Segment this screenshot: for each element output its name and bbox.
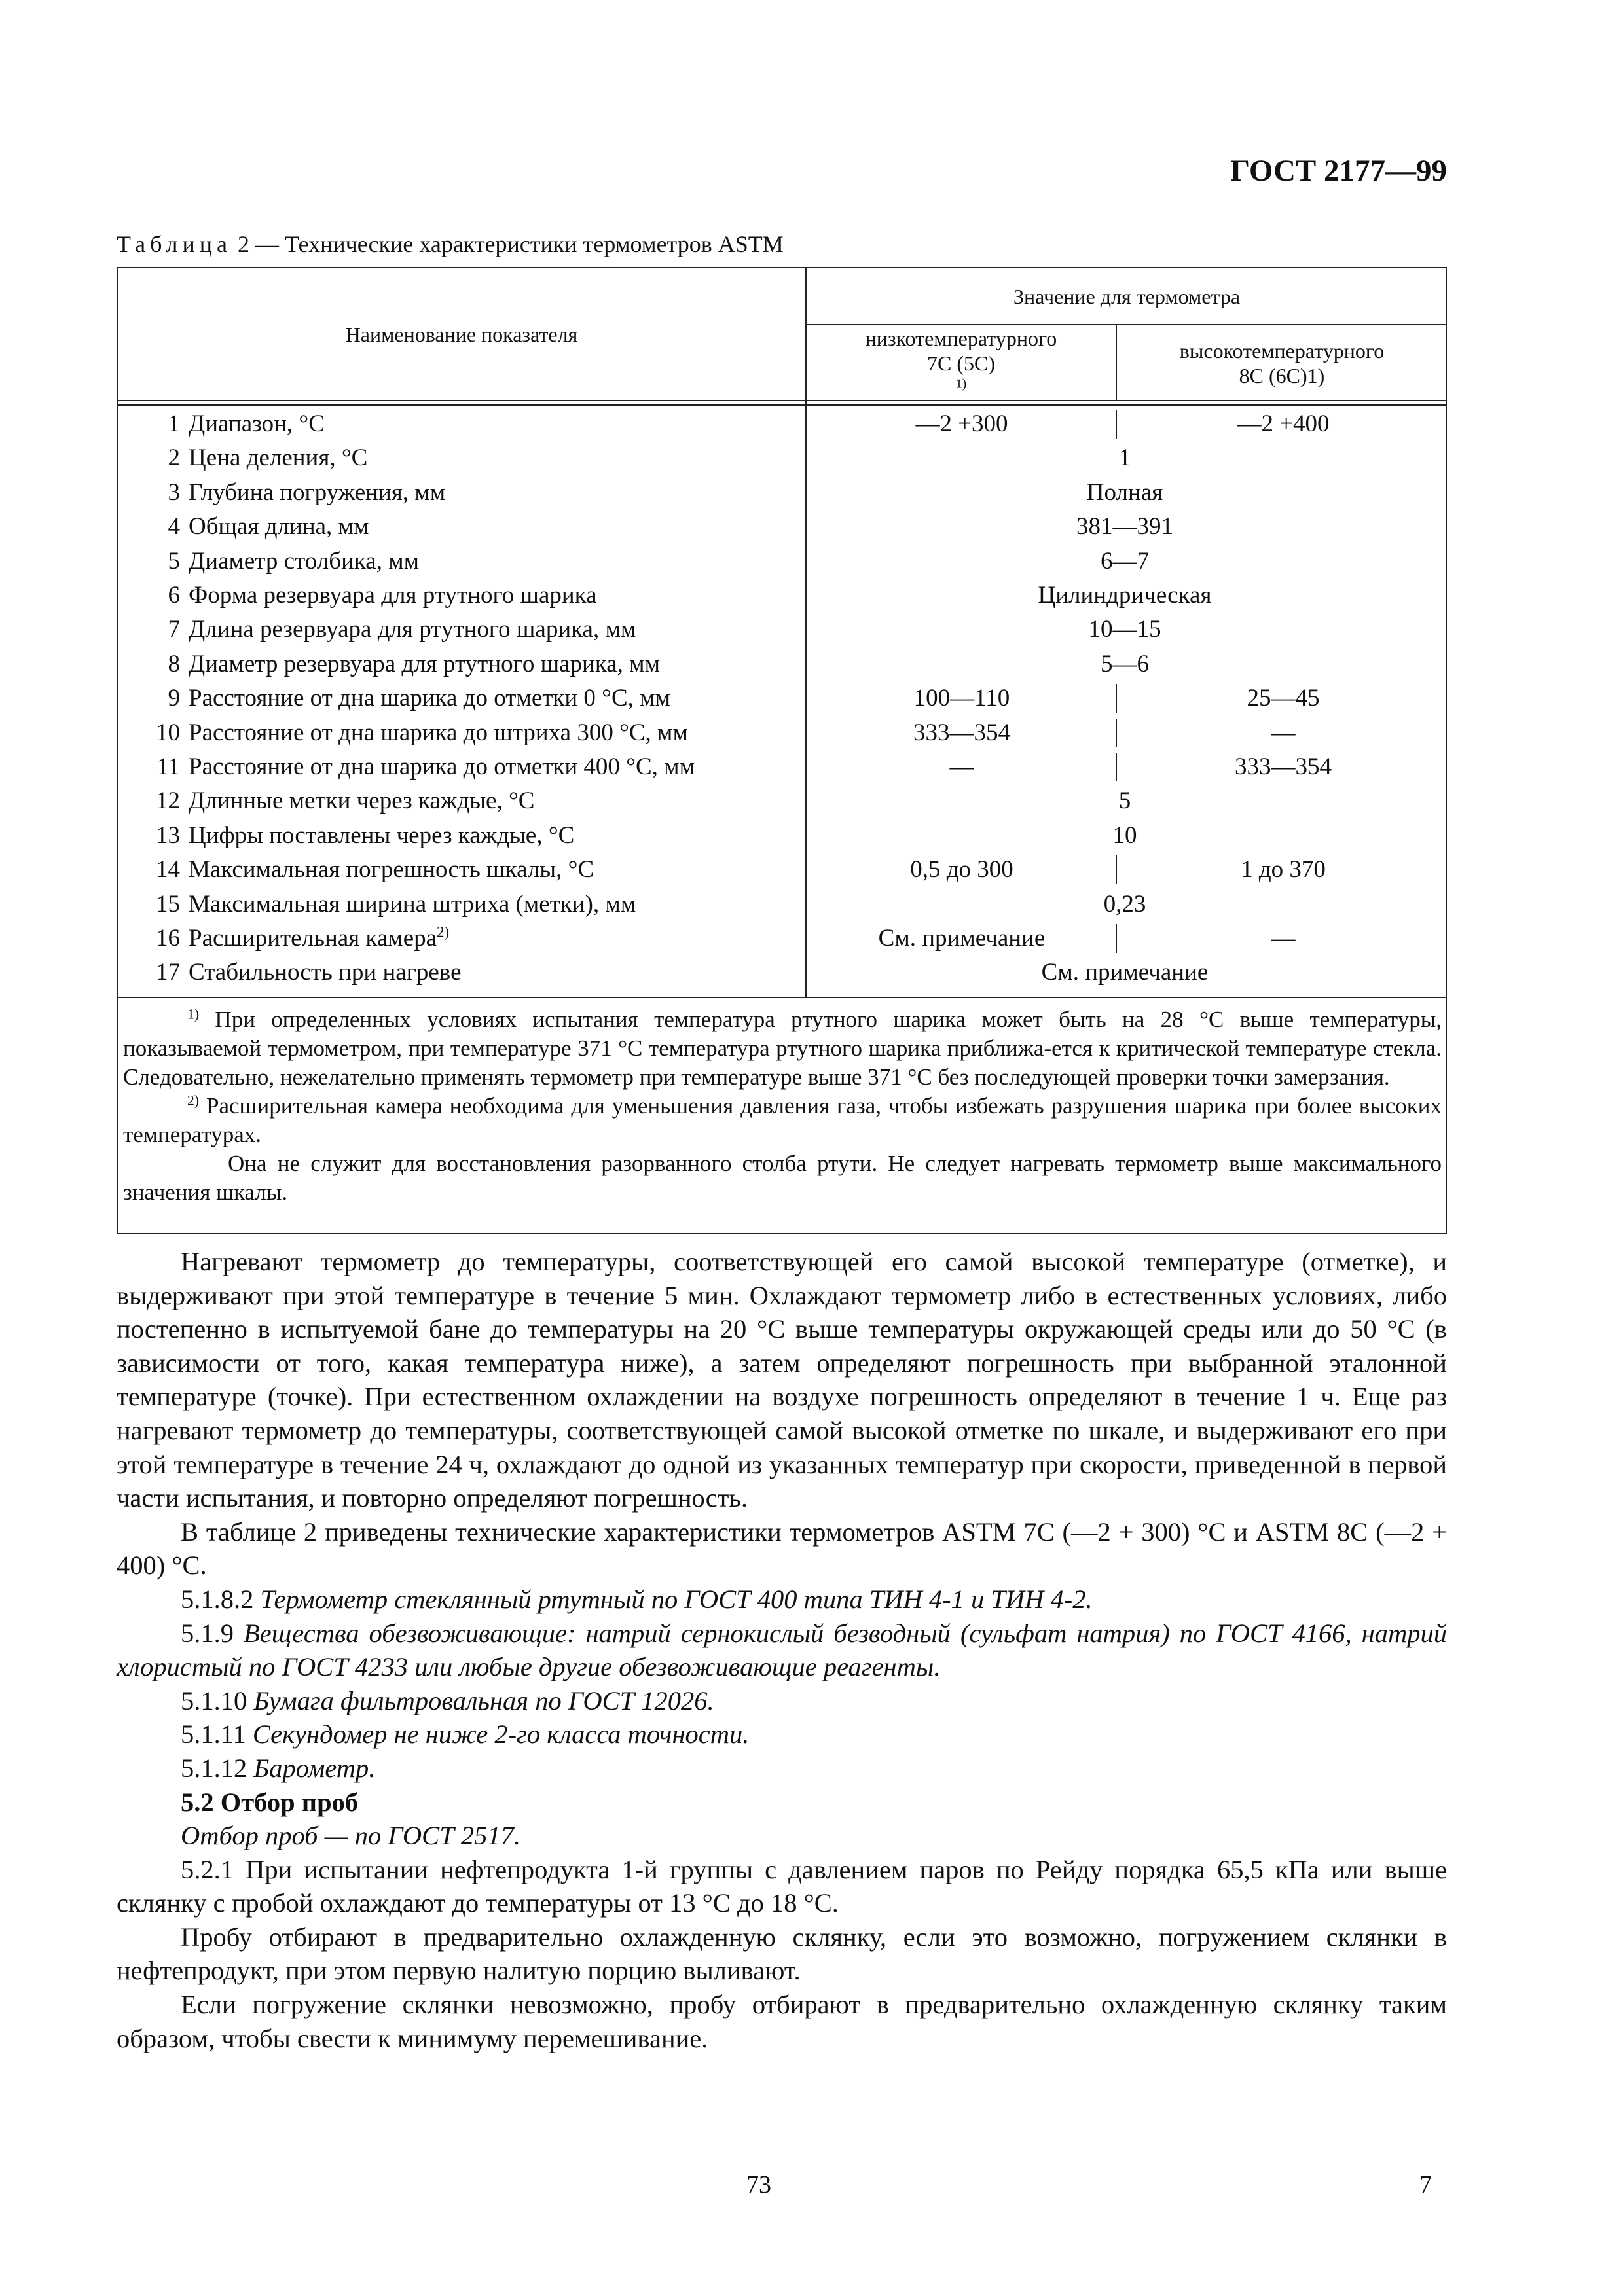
body-text (117, 1245, 1447, 2055)
row-name: Расстояние от дна шарика до штриха 300 °С, мм (189, 719, 688, 746)
value-high-temp: — (1271, 719, 1296, 746)
row-number: 12 (156, 787, 180, 815)
row-name: Расстояние от дна шарика до отметки 0 °С, мм (189, 685, 670, 712)
value-low-temp: —2 +300 (915, 410, 1008, 437)
table-row (118, 888, 1447, 922)
row-number: 10 (156, 719, 180, 746)
row-number: 2 (168, 444, 180, 472)
header-high-temp: высокотемпературного 8С (6С)1) (1179, 339, 1385, 387)
row-name: Глубина погружения, мм (189, 478, 446, 506)
table-row (118, 476, 1447, 510)
row-name: Диапазон, °С (189, 410, 325, 437)
note-2-continued: Она не служит для восстановления разорванного столба ртути. Не следует нагревать термометр выше максимального значения шкалы. (123, 1151, 1442, 1205)
item-5-1-11: 5.1.11 Секундомер не ниже 2-го класса точности. (181, 1719, 750, 1749)
row-number: 3 (168, 478, 180, 506)
value-high-temp: 333—354 (1235, 753, 1332, 780)
row-number: 15 (156, 890, 180, 918)
paragraph: Пробу отбирают в предварительно охлажденную склянку, если это возможно, погружением склянки в нефтепродукт, при этом первую налитую порцию выливают. (117, 1922, 1447, 1986)
page-number-center: 73 (746, 2171, 771, 2198)
table-row (118, 613, 1447, 647)
column-separator (1116, 753, 1117, 781)
paragraph: 5.2.1 При испытании нефтепродукта 1-й группы с давлением паров по Рейду порядка 65,5 кПа или выше склянку с пробой охлаждают до температуры от 13 °С до 18 °С. (117, 1854, 1447, 1918)
item-5-1-9: 5.1.9 Вещества обезвоживающие: натрий сернокислый безводный (сульфат натрия) по ГОСТ 4166, натрий хлористый по ГОСТ 4233 или любые другие обезвоживающие реагенты. (117, 1618, 1447, 1682)
header-thermometer-value: Значение для термометра (1013, 285, 1241, 308)
table-row (118, 956, 1447, 990)
value-low-temp: См. примечание (878, 925, 1046, 952)
table-caption: Таблица 2 — Технические характеристики термометров ASTM (117, 231, 784, 257)
column-separator (1116, 684, 1117, 713)
table-row (118, 545, 1447, 579)
table-row (118, 681, 1447, 715)
row-number: 8 (168, 650, 180, 677)
value-merged: 6—7 (1101, 547, 1149, 575)
row-name: Цифры поставлены через каждые, °С (189, 821, 575, 849)
column-separator (1116, 719, 1117, 747)
paragraph: Если погружение склянки невозможно, пробу отбирают в предварительно охлажденную склянку таким образом, чтобы свести к минимуму перемешивание. (117, 1990, 1447, 2053)
table-row (118, 784, 1447, 818)
page-number-right: 7 (1419, 2171, 1432, 2198)
table-row (118, 716, 1447, 750)
table-row (118, 853, 1447, 887)
value-high-temp: 25—45 (1247, 685, 1320, 712)
section-subheading: Отбор проб — по ГОСТ 2517. (181, 1821, 520, 1851)
row-name: Диаметр резервуара для ртутного шарика, мм (189, 650, 661, 677)
paragraph: В таблице 2 приведены технические характеристики термометров ASTM 7C (—2 + 300) °С и ASTM 8C (—2 + 400) °С. (117, 1516, 1447, 1581)
value-merged: Полная (1086, 478, 1163, 506)
value-low-temp: 0,5 до 300 (910, 856, 1013, 884)
row-number: 1 (168, 410, 180, 437)
value-merged: 10—15 (1088, 616, 1161, 643)
row-name: Длина резервуара для ртутного шарика, мм (189, 616, 636, 643)
header-low-temp: низкотемпературного 7С (5С) $^{1)}$ (865, 327, 1057, 391)
row-name: Общая длина, мм (189, 513, 369, 541)
row-number: 13 (156, 821, 180, 849)
column-separator (1116, 855, 1117, 884)
note-1: $^{1)}$ При определенных условиях испытания температура ртутного шарика может быть на 28 °С выше температуры, показываемой термометром, при температуре 371 °С температура ртутного шарика приближа-ется к критической температуре стекла. Следовательно, нежелательно применять термометр при температуре выше 371 °С без последующей проверки точки замерзания. (123, 1006, 1442, 1090)
header-indicator-name: Наименование показателя (345, 323, 578, 346)
value-merged: Цилиндрическая (1038, 582, 1212, 609)
row-name: Максимальная ширина штриха (метки), мм (189, 890, 636, 918)
table-row (118, 407, 1447, 441)
spec-table (117, 267, 1447, 1234)
row-number: 5 (168, 547, 180, 575)
row-name: Цена деления, °С (189, 444, 368, 472)
row-number: 16 (156, 925, 180, 952)
table-row (118, 750, 1447, 784)
table-row (118, 819, 1447, 853)
value-merged: 10 (1112, 821, 1137, 849)
value-high-temp: 1 до 370 (1241, 856, 1326, 884)
row-name: Расширительная камера$^{2)}$ (189, 924, 450, 952)
value-merged: 5—6 (1101, 650, 1149, 677)
paragraph: Нагревают термометр до температуры, соответствующей его самой высокой температуре (отметке), и выдерживают при этой температуре в течение 5 мин. Охлаждают термометр либо в естественных условиях, либо постепенно в испытуемой бане до температуры на 20 °С выше температуры окружающей среды или до 50 °С (в зависимости от того, какая температура ниже), а затем определяют погрешность при выбранной эталонной температуре (точке). При естественном охлаждении на воздухе погрешность определяют в течение 1 ч. Еще раз нагревают термометр до температуры, соответствующей самой высокой отметке по шкале, и выдерживают его при этой температуре в течение 24 ч, охлаждают до одной из указанных температур при скорости, приведенной в первой части испытания, и повторно определяют погрешность. (117, 1247, 1447, 1513)
row-name: Максимальная погрешность шкалы, °С (189, 856, 594, 884)
value-merged: 381—391 (1076, 513, 1173, 541)
value-merged: 0,23 (1103, 890, 1146, 918)
row-name: Стабильность при нагреве (189, 959, 462, 986)
value-low-temp: 100—110 (913, 685, 1010, 712)
column-separator (1116, 410, 1117, 439)
item-5-1-8-2: 5.1.8.2 Термометр стеклянный ртутный по ГОСТ 400 типа ТИН 4-1 и ТИН 4-2. (181, 1584, 1093, 1614)
note-2: $^{2)}$ Расширительная камера необходима для уменьшения давления газа, чтобы избежать разрушения шарика при более высоких температурах. (123, 1092, 1442, 1147)
table-row (118, 510, 1447, 544)
table-row (118, 441, 1447, 475)
table-row (118, 647, 1447, 681)
value-high-temp: —2 +400 (1237, 410, 1330, 437)
row-name: Форма резервуара для ртутного шарика (189, 582, 597, 609)
table-row (118, 579, 1447, 613)
row-name: Длинные метки через каждые, °С (189, 787, 535, 815)
row-number: 14 (156, 856, 180, 884)
row-name: Диаметр столбика, мм (189, 547, 420, 575)
row-number: 7 (168, 616, 180, 643)
value-high-temp: — (1271, 925, 1296, 952)
row-number: 9 (168, 685, 180, 712)
table-divider (118, 404, 1447, 406)
row-number: 6 (168, 582, 180, 609)
document-header: ГОСТ 2177—99 (1230, 154, 1447, 188)
table-notes (118, 997, 1448, 1207)
row-number: 17 (156, 959, 180, 986)
table-row (118, 922, 1447, 956)
value-merged: 5 (1118, 787, 1131, 815)
row-number: 4 (168, 513, 180, 541)
value-low-temp: 333—354 (913, 719, 1010, 746)
value-merged: См. примечание (1041, 959, 1209, 986)
item-5-1-12: 5.1.12 Барометр. (181, 1753, 376, 1783)
value-low-temp: — (949, 753, 974, 780)
column-separator (1116, 924, 1117, 953)
item-5-1-10: 5.1.10 Бумага фильтровальная по ГОСТ 12026. (181, 1685, 714, 1715)
value-merged: 1 (1118, 444, 1131, 472)
section-heading: 5.2 Отбор проб (181, 1787, 359, 1817)
row-name: Расстояние от дна шарика до отметки 400 °С, мм (189, 753, 695, 780)
row-number: 11 (156, 753, 180, 780)
